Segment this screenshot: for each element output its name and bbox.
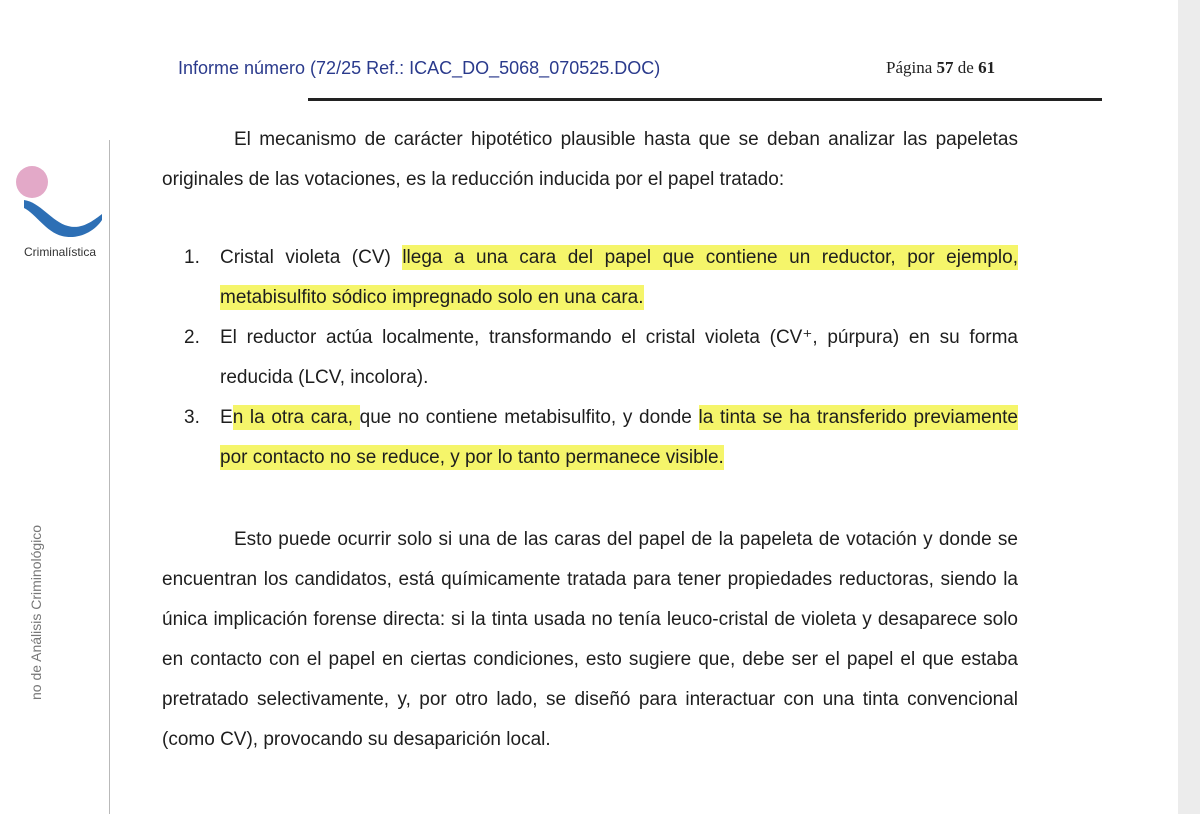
logo-caption: Criminalística <box>23 245 96 259</box>
list-number: 2. <box>184 327 200 348</box>
report-reference: Informe número (72/25 Ref.: ICAC_DO_5068_070525.DOC) <box>178 58 661 78</box>
page-current: 57 <box>936 58 954 77</box>
list-text: que no contiene metabisulfito, y donde <box>359 407 699 428</box>
viewer-gutter <box>1178 0 1200 814</box>
list-item <box>162 398 1018 478</box>
mechanism-list <box>162 238 1018 478</box>
intro-paragraph: El mecanismo de carácter hipotético plausible hasta que se deban analizar las papeletas originales de las votaciones, es la reducción inducida por el papel tratado: <box>162 129 1018 190</box>
page-number <box>886 58 995 78</box>
highlighted-text: llega a una cara del papel que contiene un reductor, por ejemplo, metabisulfito sódico impregnado solo en una cara. <box>220 247 1018 308</box>
highlighted-text: n la otra cara, <box>232 407 360 428</box>
list-number: 3. <box>184 407 200 428</box>
header-divider <box>308 98 1102 101</box>
list-item <box>162 318 1018 398</box>
page-total: 61 <box>978 58 996 77</box>
page-of: de <box>957 58 974 77</box>
list-number: 1. <box>184 247 200 268</box>
list-text: Cristal violeta (CV) <box>220 247 403 268</box>
list-item <box>162 238 1018 318</box>
sidebar-vertical-text: no de Análisis Criminológico <box>28 524 44 700</box>
closing-paragraph: Esto puede ocurrir solo si una de las caras del papel de la papeleta de votación y donde se encuentran los candidatos, está químicamente tratada para tener propiedades reductoras, siendo la única implicación forense directa: si la tinta usada no tenía leuco-cristal de violeta y desaparece solo en contacto con el papel en ciertas condiciones, esto sugiere que, debe ser el papel el que estaba pretratado selectivamente, y, por otro lado, se diseñó para interactuar con una tinta convencional (como CV), provocando su desaparición local. <box>162 529 1018 750</box>
margin-divider <box>109 140 110 814</box>
page-label: Página <box>886 58 933 77</box>
list-text: El reductor actúa localmente, transformando el cristal violeta (CV⁺, púrpura) en su forma reducida (LCV, incolora). <box>220 327 1018 388</box>
highlighted-text: la tinta se ha transferido previamente por contacto no se reduce, y por lo tanto permanece visible. <box>220 407 1019 468</box>
list-text: E <box>220 407 233 428</box>
